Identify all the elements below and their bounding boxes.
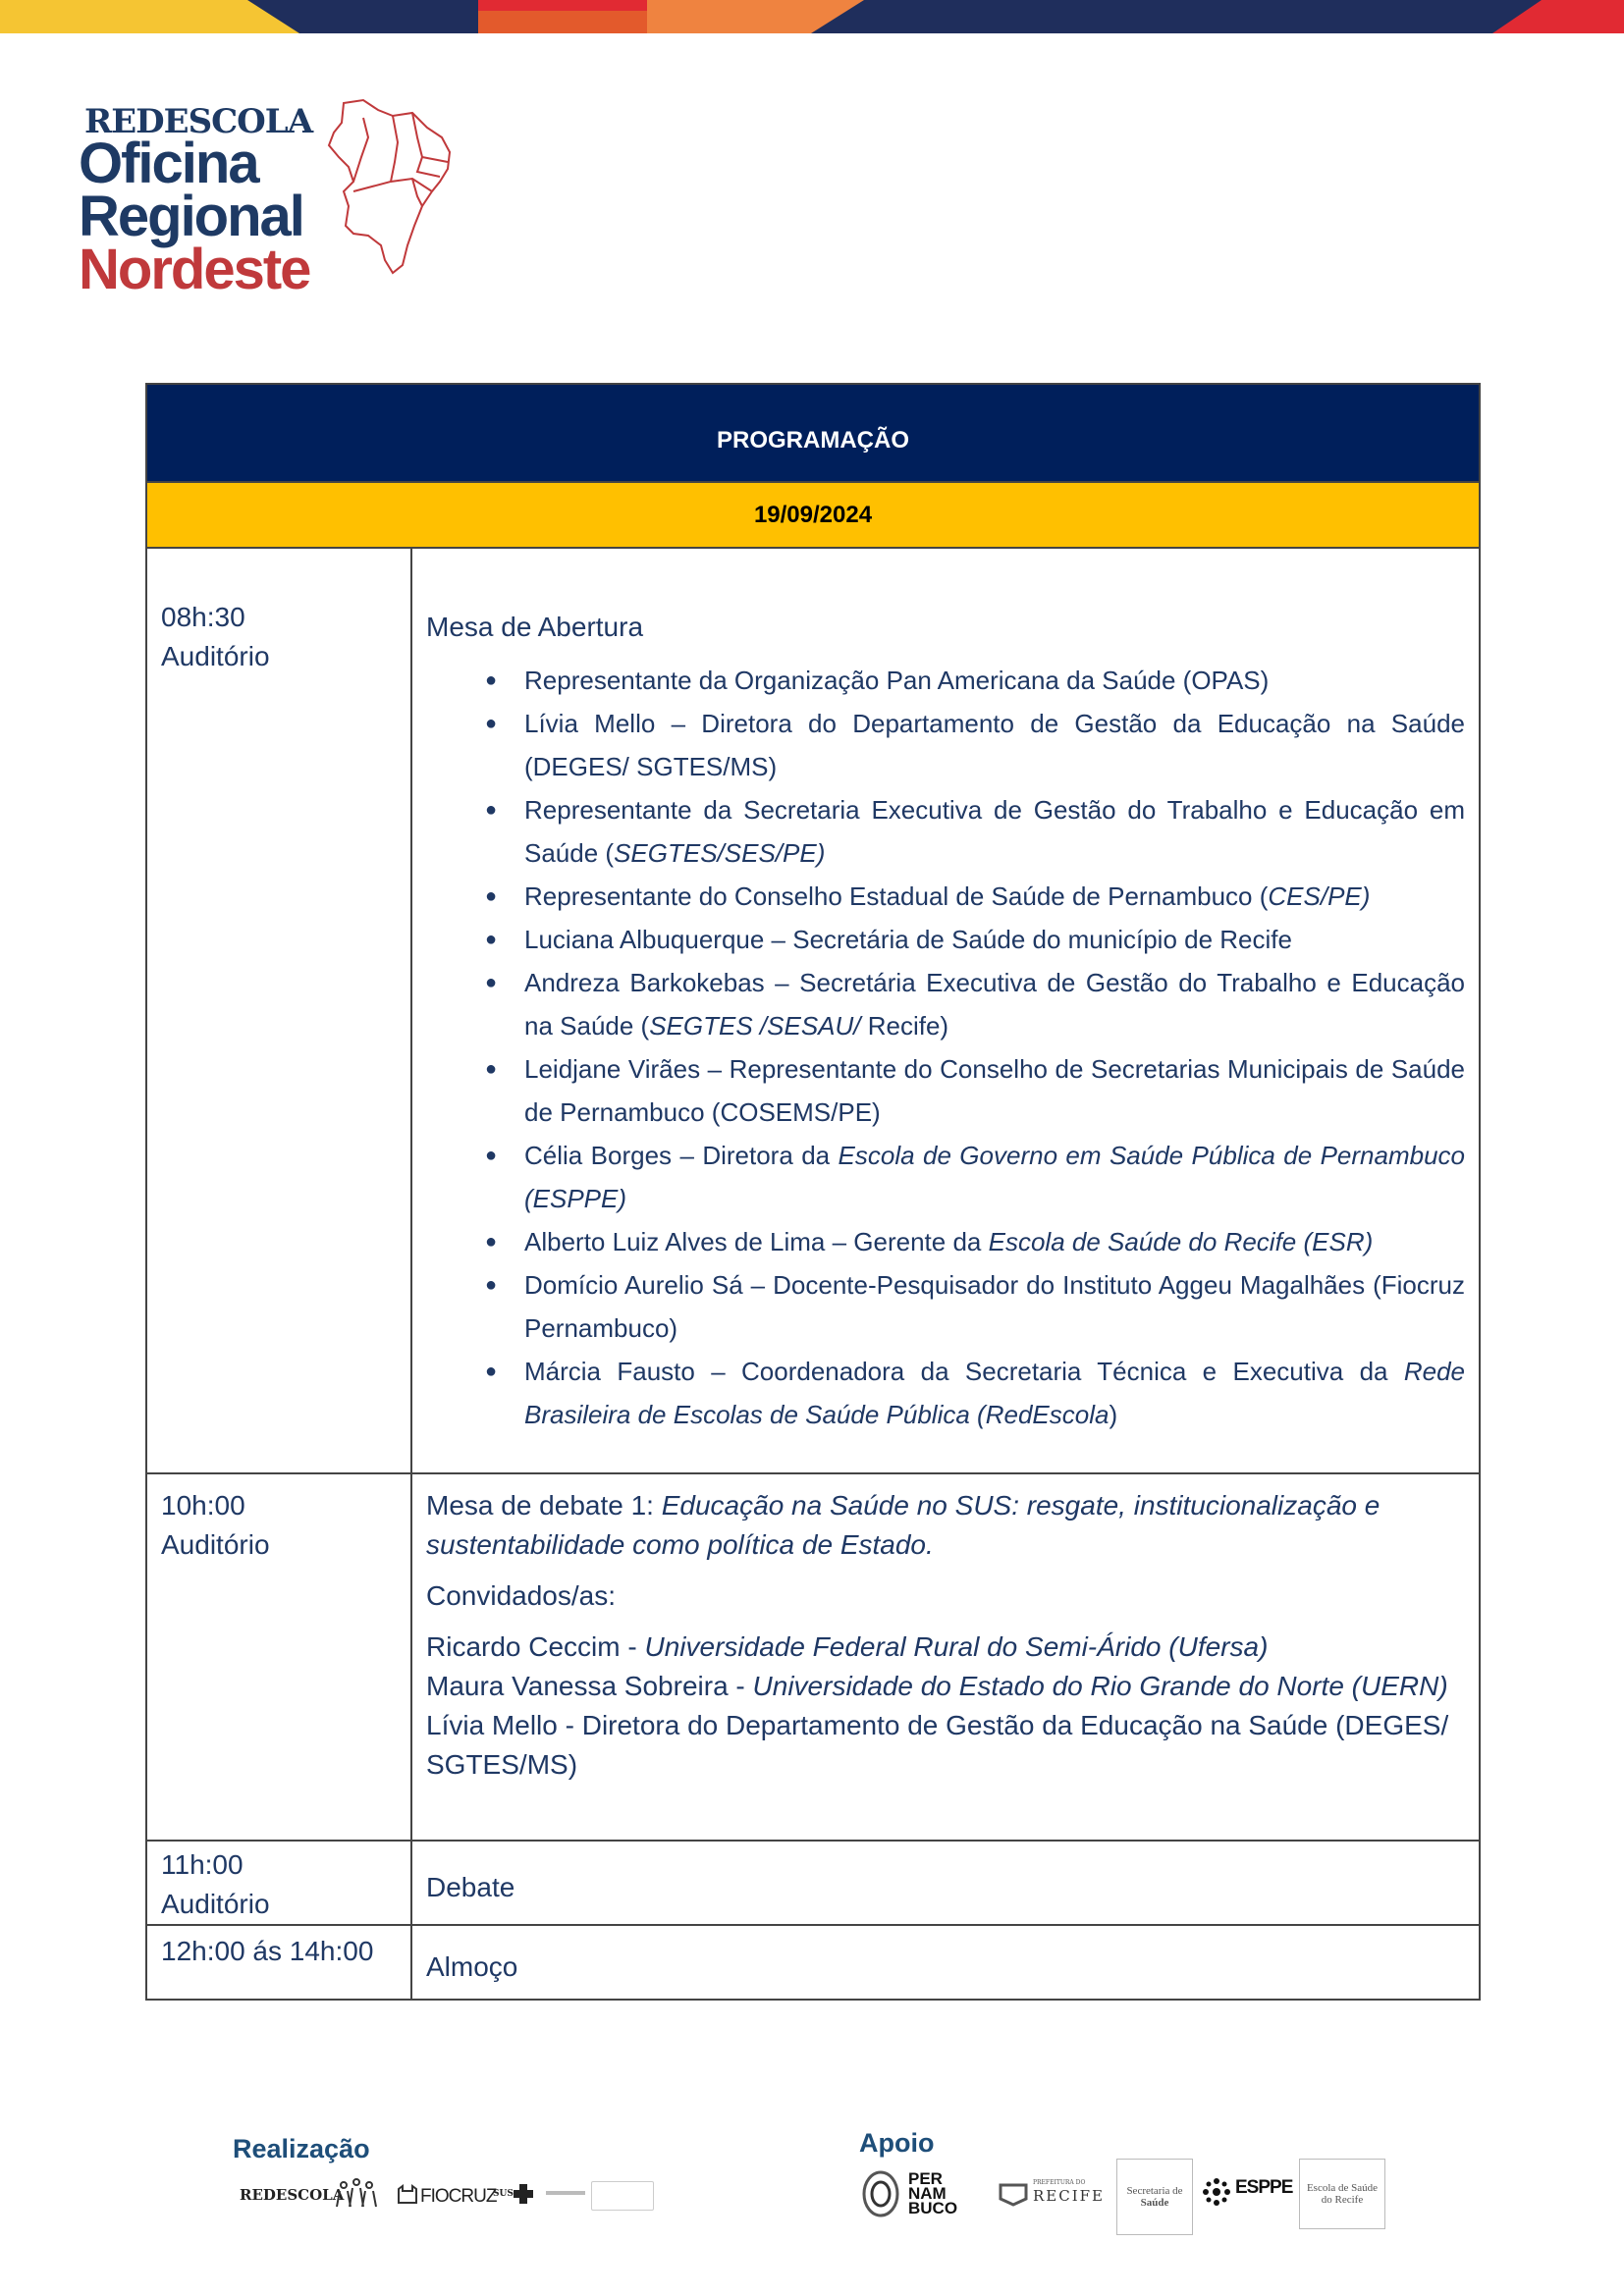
content-cell <box>411 1841 1480 1925</box>
bullet-icon: ● <box>485 713 498 734</box>
time: 08h:30 <box>161 602 245 632</box>
secretaria-saude-logo: Secretaria de Saúde <box>1116 2159 1193 2235</box>
redescola-wordmark: REDESCOLA <box>84 102 313 141</box>
event-logo <box>77 98 460 301</box>
esppe-logo: ESPPE <box>1235 2177 1293 2198</box>
fiocruz-logo-icon <box>397 2183 418 2205</box>
bullet-icon: ● <box>485 885 498 907</box>
redescola-logo: REDESCOLA <box>240 2186 345 2204</box>
bullet-icon: ● <box>485 929 498 950</box>
logo-line-oficina: Oficina <box>79 132 258 195</box>
list-item: ● Representante da Secretaria Executiva de Gestão do Trabalho e Educação em Saúde (SEGTES/SES/PE) <box>524 788 1465 875</box>
place: Auditório <box>161 641 270 671</box>
schedule-date: 19/09/2024 <box>753 501 873 528</box>
place: Auditório <box>161 1529 270 1560</box>
pernambuco-logo: PER NAM BUCO <box>908 2169 958 2217</box>
logo-line-nordeste: Nordeste <box>79 238 310 301</box>
banner-yellow <box>0 0 299 33</box>
regional-logo <box>591 2181 654 2211</box>
pernambuco-seal-icon <box>861 2169 900 2218</box>
bullet-icon: ● <box>485 799 498 821</box>
top-banner <box>0 0 1624 33</box>
time-cell <box>146 548 411 1473</box>
guests-label: Convidados/as: <box>426 1580 617 1611</box>
session-subtitle: Educação na Saúde no SUS: resgate, institucionalização e sustentabilidade como política de Estado. <box>426 1490 1380 1560</box>
session-title: Mesa de Abertura <box>426 612 644 642</box>
content-cell <box>411 1473 1480 1841</box>
list-item: ● Alberto Luiz Alves de Lima – Gerente da Escola de Saúde do Recife (ESR) <box>524 1220 1465 1263</box>
guest-item: Lívia Mello - Diretora do Departamento de Gestão da Educação na Saúde (DEGES/ SGTES/MS) <box>426 1710 1449 1780</box>
escola-nacional-logo-icon <box>332 2177 381 2215</box>
schedule-row <box>146 548 1480 1473</box>
time-cell <box>146 1473 411 1841</box>
northeast-map-icon <box>324 98 461 280</box>
time-cell <box>146 1841 411 1925</box>
bullet-icon: ● <box>485 1058 498 1080</box>
time: 10h:00 <box>161 1490 245 1521</box>
list-item: ● Representante do Conselho Estadual de Saúde de Pernambuco (CES/PE) <box>524 875 1465 918</box>
session-title: Mesa de debate 1: <box>426 1490 654 1521</box>
schedule-row <box>146 1925 1480 2000</box>
logo-line-regional: Regional <box>79 185 303 248</box>
recife-logo: RECIFE <box>1033 2187 1106 2205</box>
bullet-icon: ● <box>485 972 498 993</box>
schedule-row <box>146 1473 1480 1841</box>
session-title: Almoço <box>426 1951 518 1982</box>
bullet-icon: ● <box>485 1274 498 1296</box>
prefeitura-label: PREFEITURA DO <box>1033 2179 1086 2186</box>
bullet-icon: ● <box>485 1361 498 1382</box>
content-cell <box>411 548 1480 1473</box>
bullet-icon: ● <box>485 669 498 691</box>
time-cell <box>146 1925 411 2000</box>
guest-item: Ricardo Ceccim - Universidade Federal Rural do Semi-Árido (Ufersa) <box>426 1631 1269 1662</box>
participants-list <box>426 659 1465 1436</box>
time: 11h:00 <box>161 1849 244 1880</box>
schedule-row <box>146 1841 1480 1925</box>
sus-cross-icon <box>513 2183 534 2205</box>
sus-logo: SUS <box>493 2189 514 2199</box>
list-item: ● Representante da Organização Pan Americana da Saúde (OPAS) <box>524 659 1465 702</box>
recife-coat-of-arms-icon <box>998 2177 1029 2207</box>
banner-orange-dark <box>478 11 647 33</box>
apoio-label: Apoio <box>859 2128 935 2158</box>
realizacao-label: Realização <box>233 2134 370 2163</box>
list-item: ● Márcia Fausto – Coordenadora da Secretaria Técnica e Executiva da Rede Brasileira de Escolas de Saúde Pública (RedEscola) <box>524 1350 1465 1436</box>
time: 12h:00 ás 14h:00 <box>161 1936 374 1966</box>
list-item: ● Célia Borges – Diretora da Escola de Governo em Saúde Pública de Pernambuco (ESPPE) <box>524 1134 1465 1220</box>
guest-item: Maura Vanessa Sobreira - Universidade do Estado do Rio Grande do Norte (UERN) <box>426 1671 1448 1701</box>
list-item: ● Luciana Albuquerque – Secretária de Saúde do município de Recife <box>524 918 1465 961</box>
guests-list <box>426 1628 1465 1785</box>
banner-graphic <box>0 0 1624 33</box>
place: Auditório <box>161 1889 270 1919</box>
content-cell <box>411 1925 1480 2000</box>
list-item: ● Andreza Barkokebas – Secretária Executiva de Gestão do Trabalho e Educação na Saúde (SEGTES /SESAU/ Recife) <box>524 961 1465 1047</box>
session-heading <box>426 1486 1465 1565</box>
schedule-table <box>145 383 1481 2001</box>
bullet-icon: ● <box>485 1145 498 1166</box>
banner-red-block <box>478 0 647 12</box>
fiocruz-logo: FIOCRUZ <box>420 2186 497 2207</box>
esppe-symbol-icon <box>1202 2177 1231 2207</box>
schedule-header <box>146 384 1480 482</box>
list-item: ● Leidjane Virães – Representante do Conselho de Secretarias Municipais de Saúde de Pernambuco (COSEMS/PE) <box>524 1047 1465 1134</box>
schedule-title: PROGRAMAÇÃO <box>717 427 909 454</box>
session-title: Debate <box>426 1872 515 1902</box>
list-item: ● Lívia Mello – Diretora do Departamento de Gestão da Educação na Saúde (DEGES/ SGTES/MS) <box>524 702 1465 788</box>
escola-saude-recife-logo: Escola de Saúde do Recife <box>1299 2159 1385 2229</box>
ministerio-logo <box>546 2191 585 2195</box>
bullet-icon: ● <box>485 1231 498 1253</box>
list-item: ● Domício Aurelio Sá – Docente-Pesquisador do Instituto Aggeu Magalhães (Fiocruz Pernambuco) <box>524 1263 1465 1350</box>
schedule-date-bar <box>146 482 1480 548</box>
